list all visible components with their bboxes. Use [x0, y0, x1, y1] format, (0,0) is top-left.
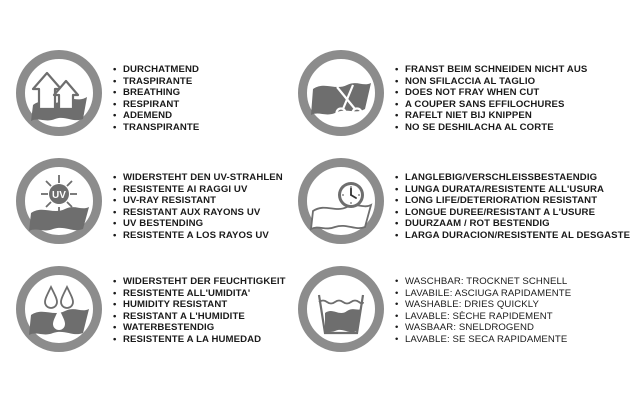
- no-fray-icon-badge: [298, 50, 384, 136]
- washable-basin-icon: [307, 275, 375, 343]
- feature-text-list: [395, 276, 571, 346]
- feature-line: • A COUPER SANS EFFILOCHURES: [395, 99, 587, 111]
- feature-line: • LANGLEBIG/VERSCHLEISSBESTAENDIG: [395, 172, 630, 184]
- breathable-arrows-icon: [25, 59, 93, 127]
- feature-line: • WIDERSTEHT DEN UV-STRAHLEN: [113, 172, 283, 184]
- feature-text-list: [395, 172, 630, 242]
- feature-line: • WASBAAR: SNELDROGEND: [395, 322, 571, 334]
- feature-line: • RAFELT NIET BIJ KNIPPEN: [395, 110, 587, 122]
- feature-line: • DOES NOT FRAY WHEN CUT: [395, 87, 587, 99]
- feature-line: • LARGA DURACION/RESISTENTE AL DESGASTE: [395, 230, 630, 242]
- feature-line: • LAVABLE: SE SECA RAPIDAMENTE: [395, 334, 571, 346]
- humidity-icon-badge: [16, 266, 102, 352]
- feature-line: • ADEMEND: [113, 110, 199, 122]
- feature-line: • WASCHBAR: TROCKNET SCHNELL: [395, 276, 571, 288]
- feature-line: • WASHABLE: DRIES QUICKLY: [395, 299, 571, 311]
- water-drops-icon: [25, 275, 93, 343]
- clock-icon: [307, 167, 375, 235]
- feature-line: • DUURZAAM / ROT BESTENDIG: [395, 218, 630, 230]
- feature-line: • RESISTANT A L'HUMIDITE: [113, 311, 286, 323]
- feature-line: • UV BESTENDING: [113, 218, 283, 230]
- feature-line: • LAVABILE: ASCIUGA RAPIDAMENTE: [395, 288, 571, 300]
- feature-line: • WIDERSTEHT DER FEUCHTIGKEIT: [113, 276, 286, 288]
- feature-text-list: [395, 64, 587, 134]
- feature-line: • WATERBESTENDIG: [113, 322, 286, 334]
- feature-line: • HUMIDITY RESISTANT: [113, 299, 286, 311]
- feature-line: • BREATHING: [113, 87, 199, 99]
- feature-line: • LUNGA DURATA/RESISTENTE ALL'USURA: [395, 184, 630, 196]
- feature-line: • LONGUE DUREE/RESISTANT A L'USURE: [395, 207, 630, 219]
- feature-line: • NON SFILACCIA AL TAGLIO: [395, 76, 587, 88]
- feature-line: • RESISTENTE AI RAGGI UV: [113, 184, 283, 196]
- feature-line: • RESPIRANT: [113, 99, 199, 111]
- feature-line: • RESISTENTE A LA HUMEDAD: [113, 334, 286, 346]
- uv-label: UV: [52, 190, 66, 201]
- uv-sun-icon: [25, 167, 93, 235]
- feature-line: • DURCHATMEND: [113, 64, 199, 76]
- long-life-icon-badge: [298, 158, 384, 244]
- feature-line: • RESISTENTE ALL'UMIDITA': [113, 288, 286, 300]
- feature-line: • TRASPIRANTE: [113, 76, 199, 88]
- scissors-icon: [307, 59, 375, 127]
- feature-line: • RESISTANT AUX RAYONS UV: [113, 207, 283, 219]
- washable-icon-badge: [298, 266, 384, 352]
- feature-line: • UV-RAY RESISTANT: [113, 195, 283, 207]
- feature-line: • TRANSPIRANTE: [113, 122, 199, 134]
- feature-line: • LAVABLE: SÈCHE RAPIDEMENT: [395, 311, 571, 323]
- feature-text-list: [113, 172, 283, 242]
- feature-text-list: [113, 276, 286, 346]
- uv-icon-badge: [16, 158, 102, 244]
- feature-line: • NO SE DESHILACHA AL CORTE: [395, 122, 587, 134]
- feature-line: • RESISTENTE A LOS RAYOS UV: [113, 230, 283, 242]
- feature-line: • LONG LIFE/DETERIORATION RESISTANT: [395, 195, 630, 207]
- breathable-icon-badge: [16, 50, 102, 136]
- feature-text-list: [113, 64, 199, 134]
- feature-line: • FRANST BEIM SCHNEIDEN NICHT AUS: [395, 64, 587, 76]
